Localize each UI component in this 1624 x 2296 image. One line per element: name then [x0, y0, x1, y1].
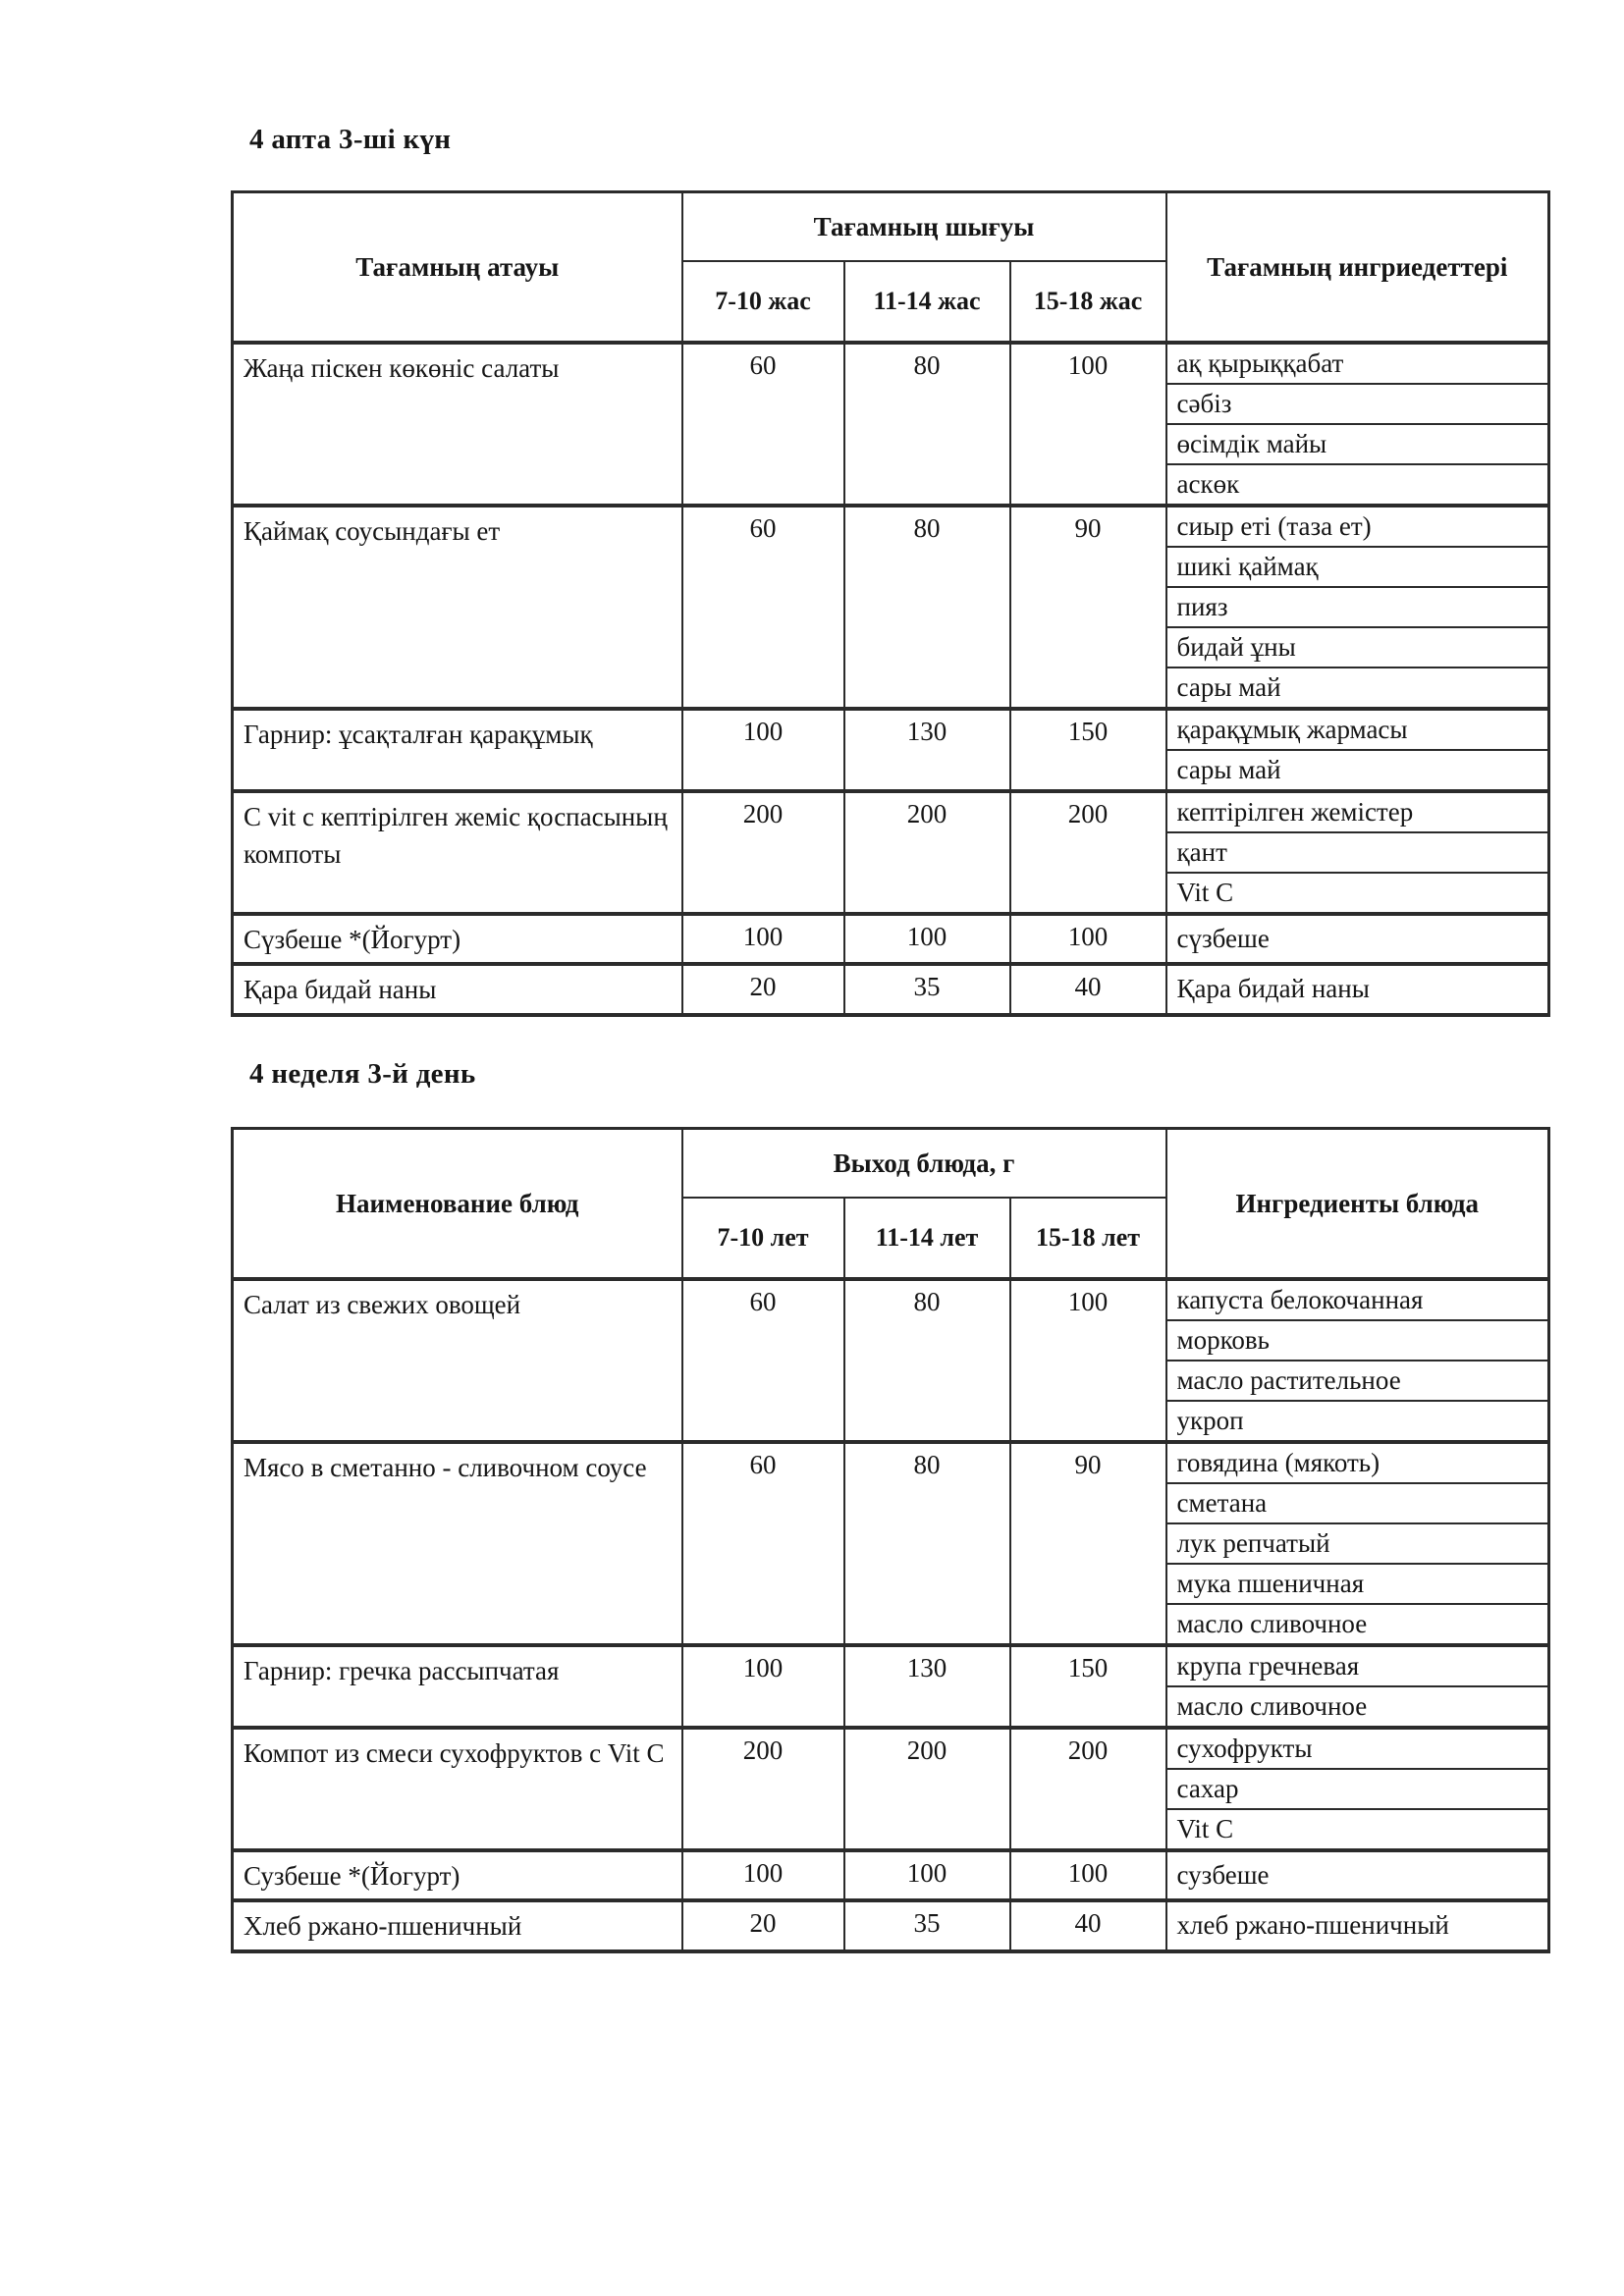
- portion-7-10: 100: [682, 1850, 844, 1900]
- ingredient: өсімдік майы: [1166, 424, 1549, 464]
- portion-11-14: 100: [844, 914, 1010, 964]
- ingredient: масло сливочное: [1166, 1686, 1549, 1728]
- table-row: [233, 964, 1549, 1014]
- ingredient: сары май: [1166, 667, 1549, 709]
- dish-name: Мясо в сметанно - сливочном соусе: [233, 1442, 682, 1645]
- ingredient: қант: [1166, 832, 1549, 873]
- ingredient: лук репчатый: [1166, 1523, 1549, 1564]
- ingredient: говядина (мякоть): [1166, 1442, 1549, 1483]
- portion-7-10: 20: [682, 964, 844, 1014]
- portion-7-10: 100: [682, 709, 844, 791]
- ingredient: капуста белокочанная: [1166, 1279, 1549, 1320]
- ingredient: аскөк: [1166, 464, 1549, 506]
- table-row: [233, 791, 1549, 832]
- header-row-top: [233, 192, 1549, 262]
- ingredient: пияз: [1166, 587, 1549, 627]
- ingredient: сузбеше: [1166, 1850, 1549, 1900]
- dish-name: Қаймақ соусындағы ет: [233, 506, 682, 709]
- table-row: [233, 343, 1549, 384]
- ingredient: сиыр еті (таза ет): [1166, 506, 1549, 547]
- portion-7-10: 60: [682, 506, 844, 709]
- ingredient: сахар: [1166, 1769, 1549, 1809]
- section-title-kazakh: 4 апта 3-ші күн: [249, 124, 452, 155]
- portion-7-10: 20: [682, 1900, 844, 1950]
- col-header-age-7-10: 7-10 лет: [682, 1198, 844, 1279]
- col-header-age-15-18: [1010, 261, 1166, 343]
- ingredient: сәбіз: [1166, 384, 1549, 424]
- dish-name: Компот из смеси сухофруктов с Vit C: [233, 1728, 682, 1850]
- portion-15-18: 200: [1010, 1728, 1166, 1850]
- portion-7-10: 60: [682, 1442, 844, 1645]
- portion-15-18: 40: [1010, 1900, 1166, 1950]
- ingredient: масло растительное: [1166, 1361, 1549, 1401]
- portion-11-14: 80: [844, 1442, 1010, 1645]
- ingredient: хлеб ржано-пшеничный: [1166, 1900, 1549, 1950]
- table-row: [233, 1279, 1549, 1320]
- portion-11-14: 80: [844, 1279, 1010, 1442]
- col-header-ingredients: Тағамның ингриедеттері: [1166, 192, 1549, 344]
- ingredient: Vit C: [1166, 873, 1549, 914]
- table-row: [233, 1442, 1549, 1483]
- dish-name: Жаңа піскен көкөніс салаты: [233, 343, 682, 506]
- dish-name: С vit с кептірілген жеміс қоспасының компоты: [233, 791, 682, 914]
- ingredient: сметана: [1166, 1483, 1549, 1523]
- ingredient: Қара бидай наны: [1166, 964, 1549, 1014]
- table-row: [233, 506, 1549, 547]
- table-row: [233, 1645, 1549, 1686]
- col-header-ingredients: Ингредиенты блюда: [1166, 1129, 1549, 1280]
- table-row: [233, 709, 1549, 750]
- portion-15-18: 200: [1010, 791, 1166, 914]
- dish-name: Хлеб ржано-пшеничный: [233, 1900, 682, 1950]
- portion-11-14: 130: [844, 709, 1010, 791]
- header-row-top: [233, 1129, 1549, 1199]
- ingredient: кептірілген жемістер: [1166, 791, 1549, 832]
- portion-11-14: 80: [844, 506, 1010, 709]
- portion-11-14: 80: [844, 343, 1010, 506]
- portion-15-18: 150: [1010, 709, 1166, 791]
- col-header-age-11-14: 11-14 лет: [844, 1198, 1010, 1279]
- portion-15-18: 100: [1010, 1279, 1166, 1442]
- dish-name: Сүзбеше *(Йогурт): [233, 914, 682, 964]
- ingredient: Vit C: [1166, 1809, 1549, 1850]
- menu-table-russian: [231, 1127, 1550, 1953]
- portion-11-14: 130: [844, 1645, 1010, 1728]
- col-header-age-7-10: 7-10 жас: [682, 261, 844, 343]
- col-header-dish-name: Тағамның атауы: [233, 192, 682, 344]
- table-row: [233, 1900, 1549, 1950]
- portion-7-10: 100: [682, 1645, 844, 1728]
- ingredient: крупа гречневая: [1166, 1645, 1549, 1686]
- ingredient: масло сливочное: [1166, 1604, 1549, 1645]
- portion-11-14: 100: [844, 1850, 1010, 1900]
- ingredient: ақ қырыққабат: [1166, 343, 1549, 384]
- portion-7-10: 200: [682, 1728, 844, 1850]
- col-header-output-group: Выход блюда, г: [682, 1129, 1166, 1199]
- table-header-russian: [233, 1129, 1549, 1280]
- portion-7-10: 60: [682, 1279, 844, 1442]
- portion-15-18: 100: [1010, 343, 1166, 506]
- portion-11-14: 35: [844, 964, 1010, 1014]
- table-row: [233, 1850, 1549, 1900]
- age-label: 15-18 жас: [1033, 287, 1143, 316]
- portion-15-18: 100: [1010, 1850, 1166, 1900]
- ingredient: укроп: [1166, 1401, 1549, 1442]
- ingredient: бидай ұны: [1166, 627, 1549, 667]
- col-header-dish-name: Наименование блюд: [233, 1129, 682, 1280]
- portion-11-14: 200: [844, 791, 1010, 914]
- dish-name: Гарнир: гречка рассыпчатая: [233, 1645, 682, 1728]
- ingredient: сары май: [1166, 750, 1549, 791]
- ingredient: мука пшеничная: [1166, 1564, 1549, 1604]
- col-header-age-11-14: 11-14 жас: [844, 261, 1010, 343]
- ingredient: сүзбеше: [1166, 914, 1549, 964]
- ingredient: сухофрукты: [1166, 1728, 1549, 1769]
- table-row: [233, 1728, 1549, 1769]
- ingredient: қарақұмық жармасы: [1166, 709, 1549, 750]
- col-header-age-15-18: 15-18 лет: [1010, 1198, 1166, 1279]
- dish-name: Салат из свежих овощей: [233, 1279, 682, 1442]
- portion-15-18: 90: [1010, 506, 1166, 709]
- portion-11-14: 35: [844, 1900, 1010, 1950]
- dish-name: Қара бидай наны: [233, 964, 682, 1014]
- portion-15-18: 150: [1010, 1645, 1166, 1728]
- portion-7-10: 100: [682, 914, 844, 964]
- col-header-output-group: Тағамның шығуы: [682, 192, 1166, 262]
- portion-11-14: 200: [844, 1728, 1010, 1850]
- portion-15-18: 90: [1010, 1442, 1166, 1645]
- dish-name: Сузбеше *(Йогурт): [233, 1850, 682, 1900]
- ingredient: шикі қаймақ: [1166, 547, 1549, 587]
- portion-15-18: 100: [1010, 914, 1166, 964]
- table-row: [233, 914, 1549, 964]
- portion-15-18: 40: [1010, 964, 1166, 1014]
- portion-7-10: 200: [682, 791, 844, 914]
- portion-7-10: 60: [682, 343, 844, 506]
- ingredient: морковь: [1166, 1320, 1549, 1361]
- menu-table-kazakh: [231, 190, 1550, 1017]
- dish-name: Гарнир: ұсақталған қарақұмық: [233, 709, 682, 791]
- section-title-russian: 4 неделя 3-й день: [249, 1058, 476, 1090]
- table-header-kazakh: [233, 192, 1549, 344]
